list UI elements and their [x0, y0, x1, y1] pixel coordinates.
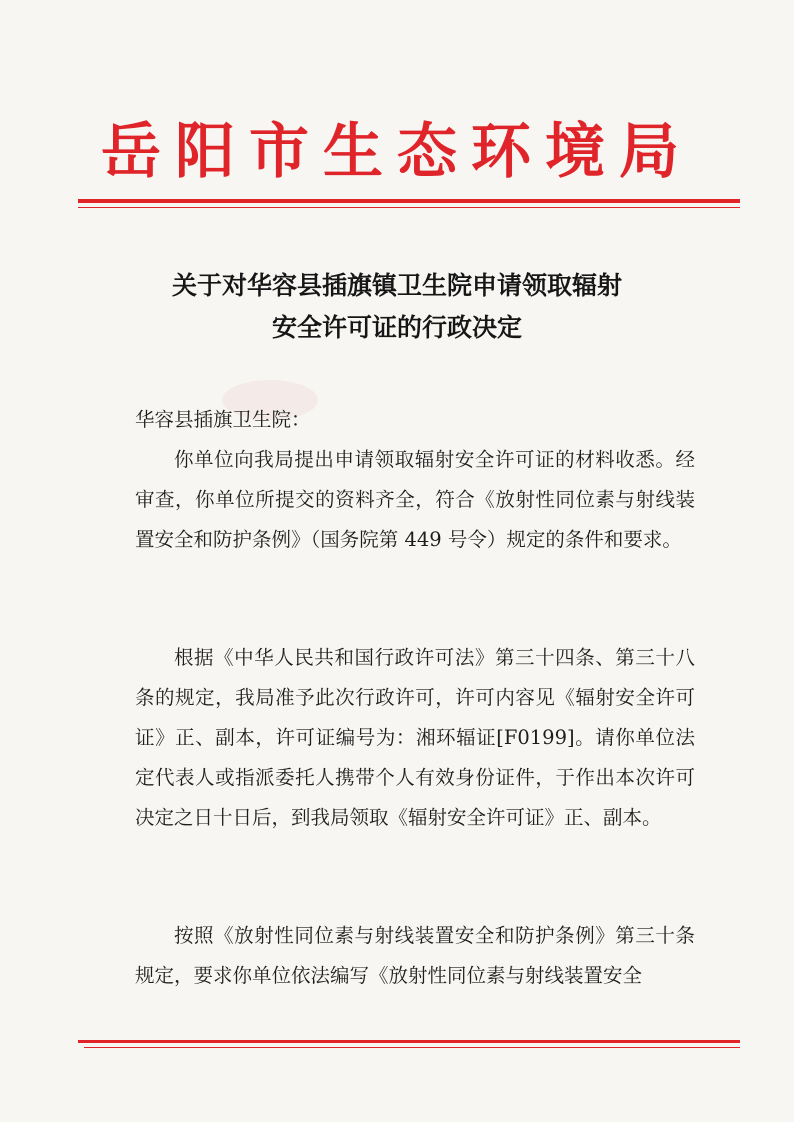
body-paragraph-2: 根据《中华人民共和国行政许可法》第三十四条、第三十八条的规定，我局准予此次行政许可，许可内容见《辐射安全许可证》正、副本，许可证编号为：湘环辐证[F0199]。请你单位法定代表人或指派委托人携带个人有效身份证件，于作出本次许可决定之日十日后，到我局领取《辐射安全许可证》正、副本。 — [135, 646, 695, 829]
header-red-rule-thick — [78, 199, 740, 203]
salutation: 华容县插旗卫生院： — [135, 408, 311, 431]
footer-red-rule-thin — [84, 1047, 740, 1048]
body-paragraph-3: 按照《放射性同位素与射线装置安全和防护条例》第三十条规定，要求你单位依法编写《放射性同位素与射线装置安全 — [135, 924, 695, 987]
body-paragraph-1: 你单位向我局提出申请领取辐射安全许可证的材料收悉。经审查，你单位所提交的资料齐全，符合《放射性同位素与射线装置安全和防护条例》（国务院第 449 号令）规定的条件和要求。 — [135, 448, 695, 551]
document-title-line-2: 安全许可证的行政决定 — [271, 313, 522, 342]
footer-red-rule-thick — [78, 1040, 740, 1043]
agency-header-title: 岳阳市生态环境局 — [101, 117, 693, 187]
header-red-rule-thin — [78, 207, 740, 208]
document-title-line-1: 关于对华容县插旗镇卫生院申请领取辐射 — [171, 271, 622, 300]
